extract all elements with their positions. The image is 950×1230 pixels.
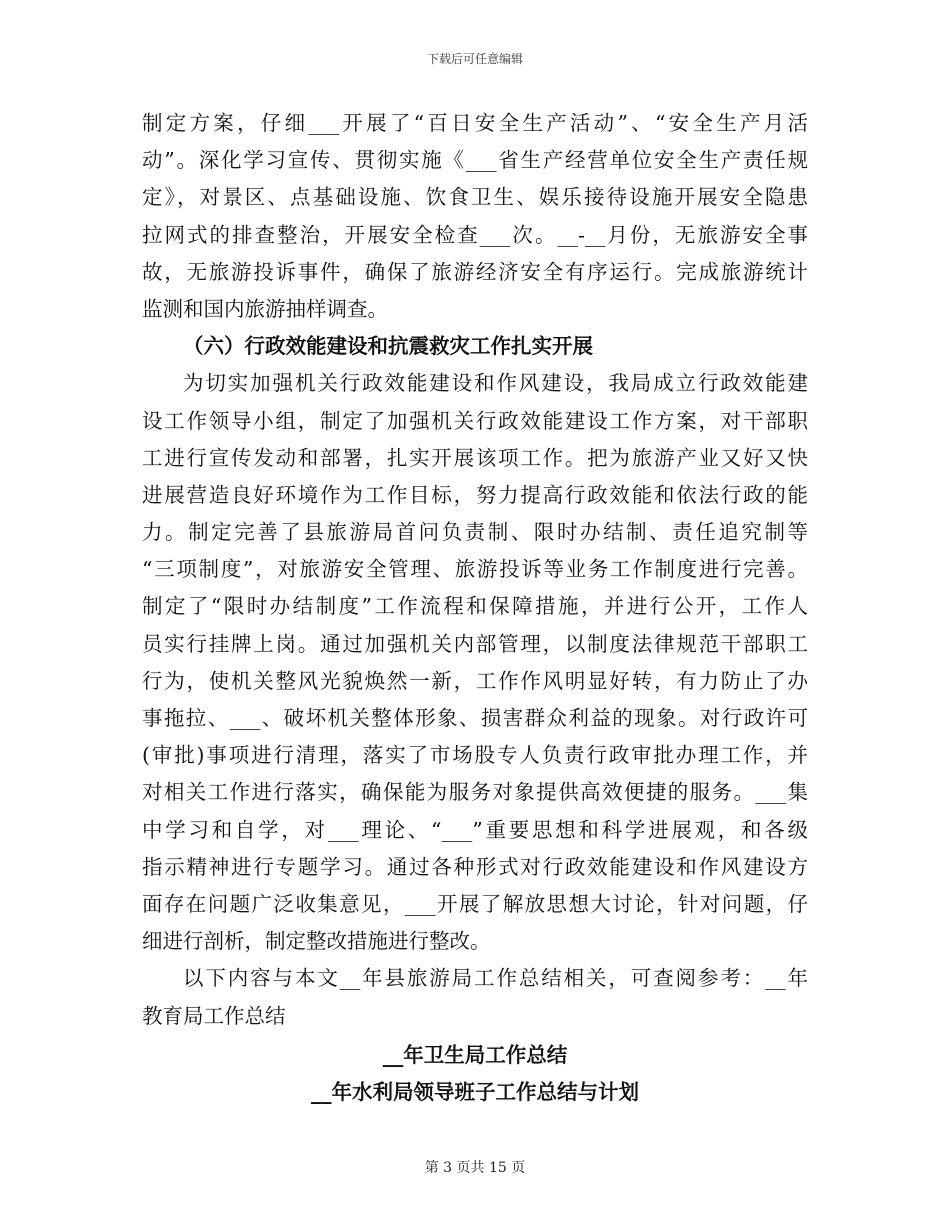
text-line: 制定了“限时办结制度”工作流程和保障措施，并进行公开，工作人 <box>142 594 808 619</box>
section-heading: （六）行政效能建设和抗震救灾工作扎实开展 <box>183 334 593 359</box>
related-title-link[interactable]: __年水利局领导班子工作总结与计划 <box>311 1079 639 1104</box>
text-line: 细进行剖析，制定整改措施进行整改。 <box>142 929 491 954</box>
text-line: 力。制定完善了县旅游局首问负责制、限时办结制、责任追究制等 <box>142 520 808 545</box>
text-line: 行为，使机关整风光貌焕然一新，工作作风明显好转，有力防止了办 <box>142 668 808 693</box>
related-title-link[interactable]: __年卫生局工作总结 <box>382 1042 568 1067</box>
document-body <box>142 105 808 1111</box>
text-line: 面存在问题广泛收集意见，___开展了解放思想大讨论，针对问题，仔 <box>142 891 808 916</box>
text-line: 制定方案，仔细___开展了“百日安全生产活动”、“安全生产月活 <box>142 111 808 135</box>
text-line: “三项制度”，对旅游安全管理、旅游投诉等业务工作制度进行完善。 <box>142 557 808 582</box>
text-line: 拉网式的排查整治，开展安全检查___次。__-__月份，无旅游安全事 <box>142 222 808 247</box>
text-line: 工进行宣传发动和部署，扎实开展该项工作。把为旅游产业又好又快 <box>142 445 808 470</box>
text-line: 教育局工作总结 <box>142 1003 286 1028</box>
text-line: 进展营造良好环境作为工作目标，努力提高行政效能和依法行政的能 <box>142 482 808 507</box>
text-line: 员实行挂牌上岗。通过加强机关内部管理，以制度法律规范干部职工 <box>142 631 808 656</box>
text-line: 事拖拉、___、破坏机关整体形象、损害群众利益的现象。对行政许可 <box>142 706 808 730</box>
text-line: 为切实加强机关行政效能建设和作风建设，我局成立行政效能建 <box>183 371 808 396</box>
text-line: 对相关工作进行落实，确保能为服务对象提供高效便捷的服务。___集 <box>142 780 808 805</box>
text-line: 中学习和自学，对___理论、“___”重要思想和科学进展观，和各级 <box>142 817 808 842</box>
text-line: 设工作领导小组，制定了加强机关行政效能建设工作方案，对干部职 <box>142 408 808 433</box>
text-line: 指示精神进行专题学习。通过各种形式对行政效能建设和作风建设方 <box>142 854 808 879</box>
text-line: 故，无旅游投诉事件，确保了旅游经济安全有序运行。完成旅游统计 <box>142 259 808 284</box>
text-line: 定》，对景区、点基础设施、饮食卫生、娱乐接待设施开展安全隐患 <box>142 185 808 210</box>
text-line: 监测和国内旅游抽样调查。 <box>142 296 388 321</box>
text-line: 以下内容与本文__年县旅游局工作总结相关，可查阅参考：__年 <box>183 966 808 991</box>
page-header: 下载后可任意编辑 <box>426 52 523 66</box>
text-line: (审批)事项进行清理，落实了市场股专人负责行政审批办理工作，并 <box>142 743 808 768</box>
page-number: 第 3 页共 15 页 <box>424 1160 526 1176</box>
text-line: 动”。深化学习宣传、贯彻实施《___省生产经营单位安全生产责任规 <box>142 148 808 173</box>
